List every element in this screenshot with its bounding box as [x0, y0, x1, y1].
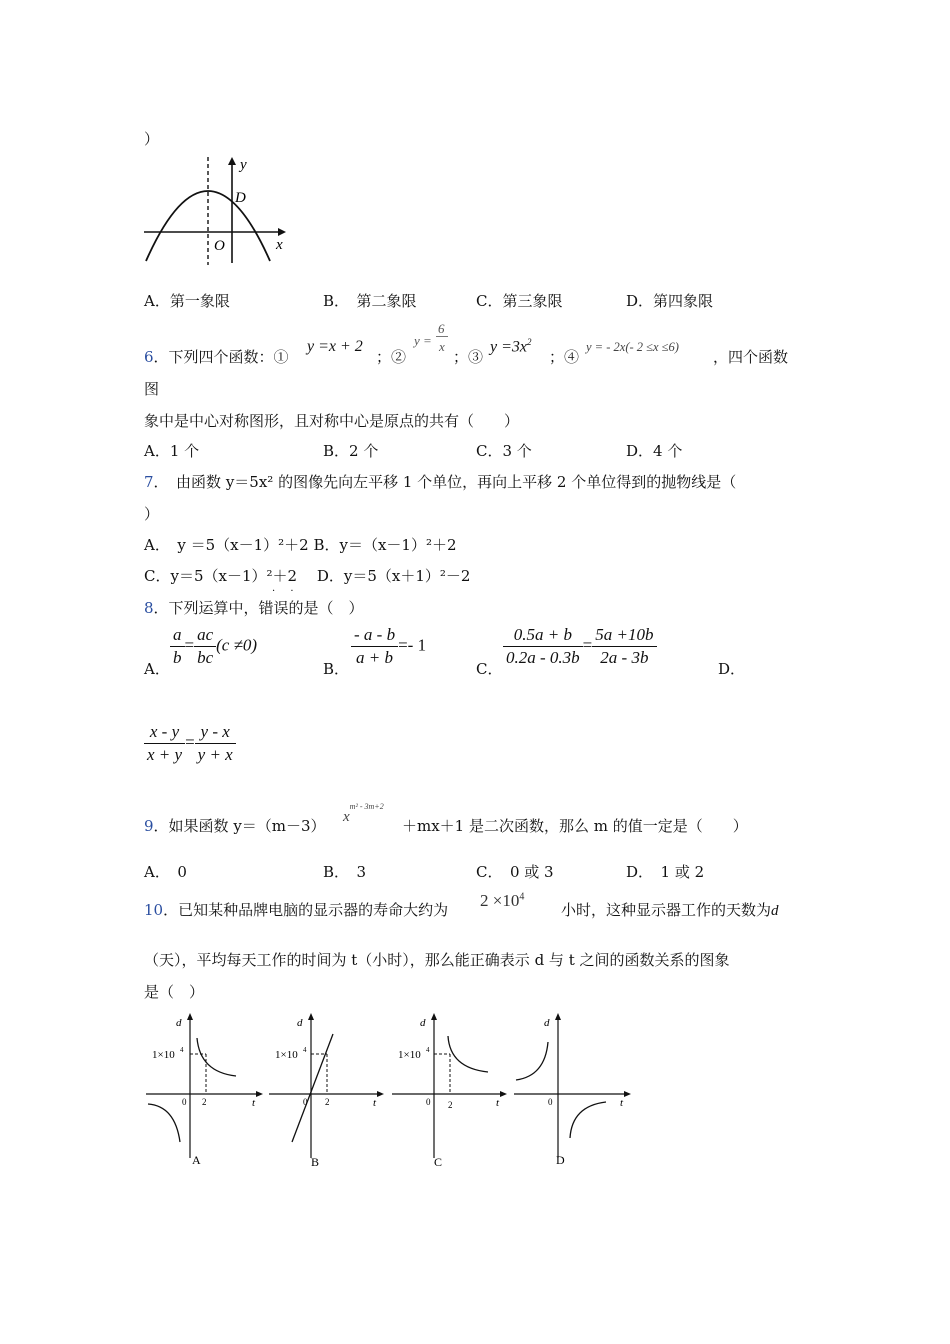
- q8-b-num: - a - b: [351, 624, 398, 647]
- q5-x-arrow: [278, 228, 286, 236]
- q9-option-b[interactable]: B． 3: [323, 863, 367, 881]
- q6-stem-line3: 象中是中心对称图形，且对称中心是原点的共有（ ）: [144, 412, 520, 430]
- q6-function-1: y =x + 2: [307, 338, 363, 355]
- q6-stem-line2: 图: [144, 380, 160, 398]
- graph-c-origin: 0: [426, 1097, 431, 1107]
- q8-b-den: a + b: [356, 648, 394, 667]
- q5-option-b[interactable]: B． 第二象限: [323, 292, 417, 310]
- q5-option-d[interactable]: D．第四象限: [626, 292, 714, 310]
- graph-a-curve-upper: [197, 1038, 236, 1076]
- q9-option-d[interactable]: D． 1 或 2: [626, 863, 705, 881]
- q9-stem-a-line: [144, 815, 326, 836]
- q6-stem-line1: [144, 346, 289, 367]
- q5-y-label: y: [240, 157, 247, 173]
- q7-close-paren: ）: [144, 505, 160, 523]
- q10-stem-line2: （天），平均每天工作的时间为 t（小时），那么能正确表示 d 与 t 之间的函数关系的图象: [144, 951, 730, 969]
- graph-b-line: [292, 1034, 333, 1142]
- q8-label-d[interactable]: D．: [718, 660, 746, 678]
- q8-c-den: 0.2a - 0.3b: [506, 648, 580, 667]
- q8-d-den2: y + x: [197, 745, 233, 764]
- q9-option-a[interactable]: A． 0: [144, 863, 187, 881]
- graph-c-y-tick: 1×10: [398, 1049, 421, 1061]
- graph-a-y-tick-exp: 4: [180, 1046, 184, 1054]
- q8-a-num: a: [170, 624, 185, 647]
- q8-label-b[interactable]: B．: [323, 660, 350, 678]
- q6-function-4: y = - 2x(- 2 ≤x ≤6): [586, 340, 679, 354]
- q5-option-c[interactable]: C．第三象限: [476, 292, 563, 310]
- q10-stem-b: 小时，这种显示器工作的天数为: [561, 901, 772, 919]
- graph-b-tick-2: 2: [325, 1097, 330, 1107]
- q10-graph-d[interactable]: [512, 1010, 637, 1170]
- q8-c-eq: =: [582, 635, 593, 655]
- q7-options-ab[interactable]: A． y ＝5（x－1）²＋2 B．y＝（x－1）²＋2: [144, 536, 457, 554]
- graph-c-y-tick-exp: 4: [426, 1046, 430, 1054]
- q7-options-cd[interactable]: C．y＝5（x－1）²＋2 D．y＝5（x＋1）²－2: [144, 567, 471, 585]
- graph-a-label: A: [192, 1153, 201, 1167]
- q6-sep1: ；②: [376, 348, 407, 366]
- q10-stem-a-line: [144, 899, 448, 920]
- graph-a-tick-2: 2: [202, 1097, 207, 1107]
- q10-var-d: d: [771, 903, 779, 919]
- q10-number: 10: [144, 901, 164, 919]
- q8-emphasis-dots: · ·: [272, 586, 300, 597]
- q8-c-num2: 5a +10b: [592, 624, 656, 647]
- q6-option-c[interactable]: C．3 个: [476, 442, 532, 460]
- q10-graph-b[interactable]: [265, 1010, 390, 1170]
- graph-d-origin: 0: [548, 1097, 553, 1107]
- graph-a-origin: 0: [182, 1097, 187, 1107]
- graph-d-curve-lower: [570, 1102, 606, 1138]
- q8-d-den: x + y: [147, 745, 183, 764]
- q8-option-c-expr: [503, 624, 657, 669]
- q9-exponent: m² - 3m+2: [349, 802, 384, 811]
- graph-c-curve: [448, 1036, 488, 1072]
- q8-a-cond: (c ≠0): [216, 635, 258, 655]
- q6-stem-b: ，四个函数: [713, 348, 789, 366]
- graph-d-curve-upper: [516, 1042, 548, 1080]
- q9-stem-b: ＋mx＋1 是二次函数，那么 m 的值一定是（ ）: [402, 817, 748, 835]
- graph-c-d-label: d: [420, 1017, 426, 1029]
- q10-graph-c[interactable]: [390, 1010, 515, 1170]
- q6-function-3: [490, 337, 532, 356]
- q8-stem-text: ．下列运算中，错误的是（ ）: [153, 599, 364, 617]
- graph-b-d-label: d: [297, 1017, 303, 1029]
- q9-number: 9: [144, 817, 154, 835]
- q6-option-a[interactable]: A．1 个: [144, 442, 200, 460]
- q8-d-num2: y - x: [195, 721, 236, 744]
- q5-close-paren: ）: [144, 130, 160, 148]
- q8-c-num: 0.5a + b: [503, 624, 583, 647]
- q6-sep3: ；④: [549, 348, 580, 366]
- q6-f2-numerator: 6: [438, 321, 445, 336]
- q7-number: 7: [144, 473, 154, 491]
- q9-stem-a: ．如果函数 y＝（m－3）: [153, 817, 326, 835]
- q5-y-arrow: [228, 157, 236, 165]
- q8-number: 8: [144, 599, 154, 617]
- q7-stem: [144, 471, 736, 492]
- q8-a-eq: =: [184, 635, 195, 655]
- q8-option-b-expr: [351, 624, 426, 669]
- q5-x-label: x: [276, 237, 283, 253]
- graph-a-y-tick: 1×10: [152, 1049, 175, 1061]
- q8-c-den2: 2a - 3b: [600, 648, 649, 667]
- q7-stem-text: ． 由函数 y＝5x² 的图像先向左平移 1 个单位，再向上平移 2 个单位得到的抛物线是（: [153, 473, 737, 491]
- q5-parabola-graph: [140, 155, 290, 267]
- q8-d-eq: =: [185, 732, 195, 752]
- q10-stem-b-line: [561, 899, 779, 920]
- graph-b-origin: 0: [303, 1097, 308, 1107]
- graph-a-t-label: t: [252, 1097, 256, 1109]
- graph-b-y-tick-exp: 4: [303, 1046, 307, 1054]
- q6-f3-exp: 2: [527, 337, 532, 347]
- q9-power: [343, 802, 384, 826]
- graph-b-t-label: t: [373, 1097, 377, 1109]
- graph-c-label: C: [434, 1155, 443, 1169]
- q6-f2-lhs: y =: [414, 333, 432, 348]
- graph-d-t-label: t: [620, 1097, 624, 1109]
- q5-origin-label: O: [214, 238, 225, 254]
- q10-graph-a[interactable]: [140, 1010, 265, 1170]
- graph-a-d-label: d: [176, 1017, 182, 1029]
- q10-lifetime: [480, 891, 524, 911]
- graph-c-t-label: t: [496, 1097, 500, 1109]
- q10-stem-line3: 是（ ）: [144, 983, 205, 1001]
- q10-lifetime-exp: 4: [519, 891, 525, 903]
- q6-stem-a: ．下列四个函数：①: [153, 348, 289, 366]
- q8-a-den: b: [173, 648, 182, 667]
- q8-option-a-expr: [170, 624, 257, 669]
- q10-lifetime-base: 2 ×10: [480, 891, 520, 910]
- graph-b-y-tick: 1×10: [275, 1049, 298, 1061]
- q5-d-label: D: [235, 190, 246, 206]
- q10-stem-a: ．已知某种品牌电脑的显示器的寿命大约为: [163, 901, 449, 919]
- q6-option-d[interactable]: D．4 个: [626, 442, 683, 460]
- q6-f2-denominator: x: [439, 339, 445, 354]
- q8-option-d-expr: [144, 721, 236, 766]
- q9-base: x: [343, 809, 350, 825]
- q8-a-num2: ac: [194, 624, 216, 647]
- graph-a-curve-lower: [148, 1104, 180, 1142]
- q9-option-c[interactable]: C． 0 或 3: [476, 863, 554, 881]
- graph-d-d-label: d: [544, 1017, 550, 1029]
- q5-option-a[interactable]: A．第一象限: [144, 292, 230, 310]
- q6-option-b[interactable]: B．2 个: [323, 442, 379, 460]
- graph-b-label: B: [311, 1155, 320, 1169]
- q6-sep2: ；③: [453, 348, 484, 366]
- q8-stem: [144, 597, 364, 618]
- q8-label-a[interactable]: A．: [144, 660, 170, 678]
- q8-a-den2: bc: [197, 648, 214, 667]
- q8-d-num: x - y: [144, 721, 185, 744]
- q6-f3-base: y =3x: [490, 338, 527, 356]
- q8-label-c[interactable]: C．: [476, 660, 503, 678]
- q8-b-rhs: =- 1: [398, 635, 427, 655]
- graph-d-label: D: [556, 1153, 565, 1167]
- q6-number: 6: [144, 348, 154, 366]
- graph-c-tick-2: 2: [448, 1100, 453, 1110]
